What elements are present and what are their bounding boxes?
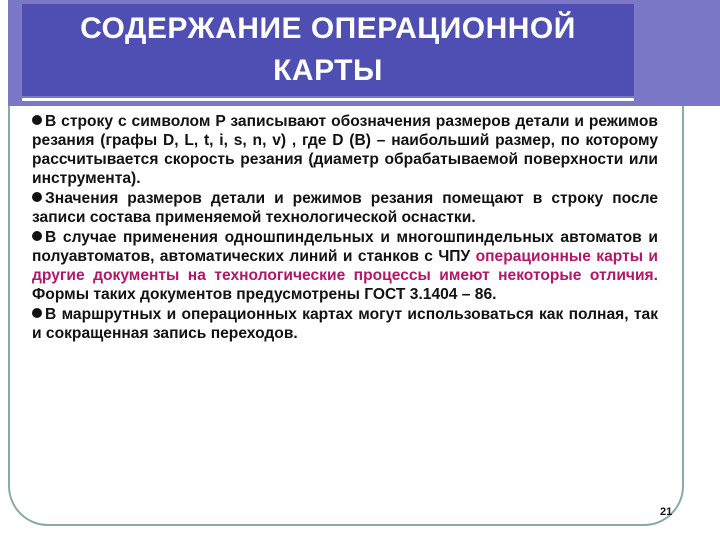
- bullet-icon: [32, 308, 42, 318]
- bullet-icon: [32, 231, 42, 241]
- bullet-text: В строку с символом P записывают обозначения размеров детали и режимов резания (графы D, L, t, i, s, n, v) , где D (B) – наибольший размер, по которому рассчитывается скорость резания (диаметр обрабатываемой поверхности или инструмента).: [32, 113, 658, 187]
- bullet-text: Значения размеров детали и режимов резания помещают в строку после записи состава применяемой технологической оснастки.: [32, 190, 658, 226]
- bullet-highlight-text: операционные карты и другие документы на технологические процессы имеют некоторые отличия.: [32, 248, 658, 284]
- bullet-icon: [32, 192, 42, 202]
- bullet-text: В маршрутных и операционных картах могут использоваться как полная, так и сокращенная запись переходов.: [32, 306, 658, 342]
- bullet-paragraph: [32, 189, 658, 227]
- title-underline: [22, 98, 634, 101]
- slide-body: [32, 112, 658, 344]
- bullet-text: В случае применения одношпиндельных и многошпиндельных автоматов и полуавтоматов, автоматических линий и станков с ЧПУ: [32, 229, 658, 265]
- bullet-paragraph: [32, 112, 658, 188]
- bullet-paragraph: [32, 305, 658, 343]
- slide-title-line-2: КАРТЫ: [273, 54, 383, 87]
- slide-title-line-1: СОДЕРЖАНИЕ ОПЕРАЦИОННОЙ: [80, 12, 576, 45]
- page-number: 21: [660, 506, 673, 518]
- bullet-paragraph: [32, 228, 658, 304]
- bullet-text: Формы таких документов предусмотрены ГОСТ 3.1404 – 86.: [32, 286, 497, 303]
- bullet-icon: [32, 115, 42, 125]
